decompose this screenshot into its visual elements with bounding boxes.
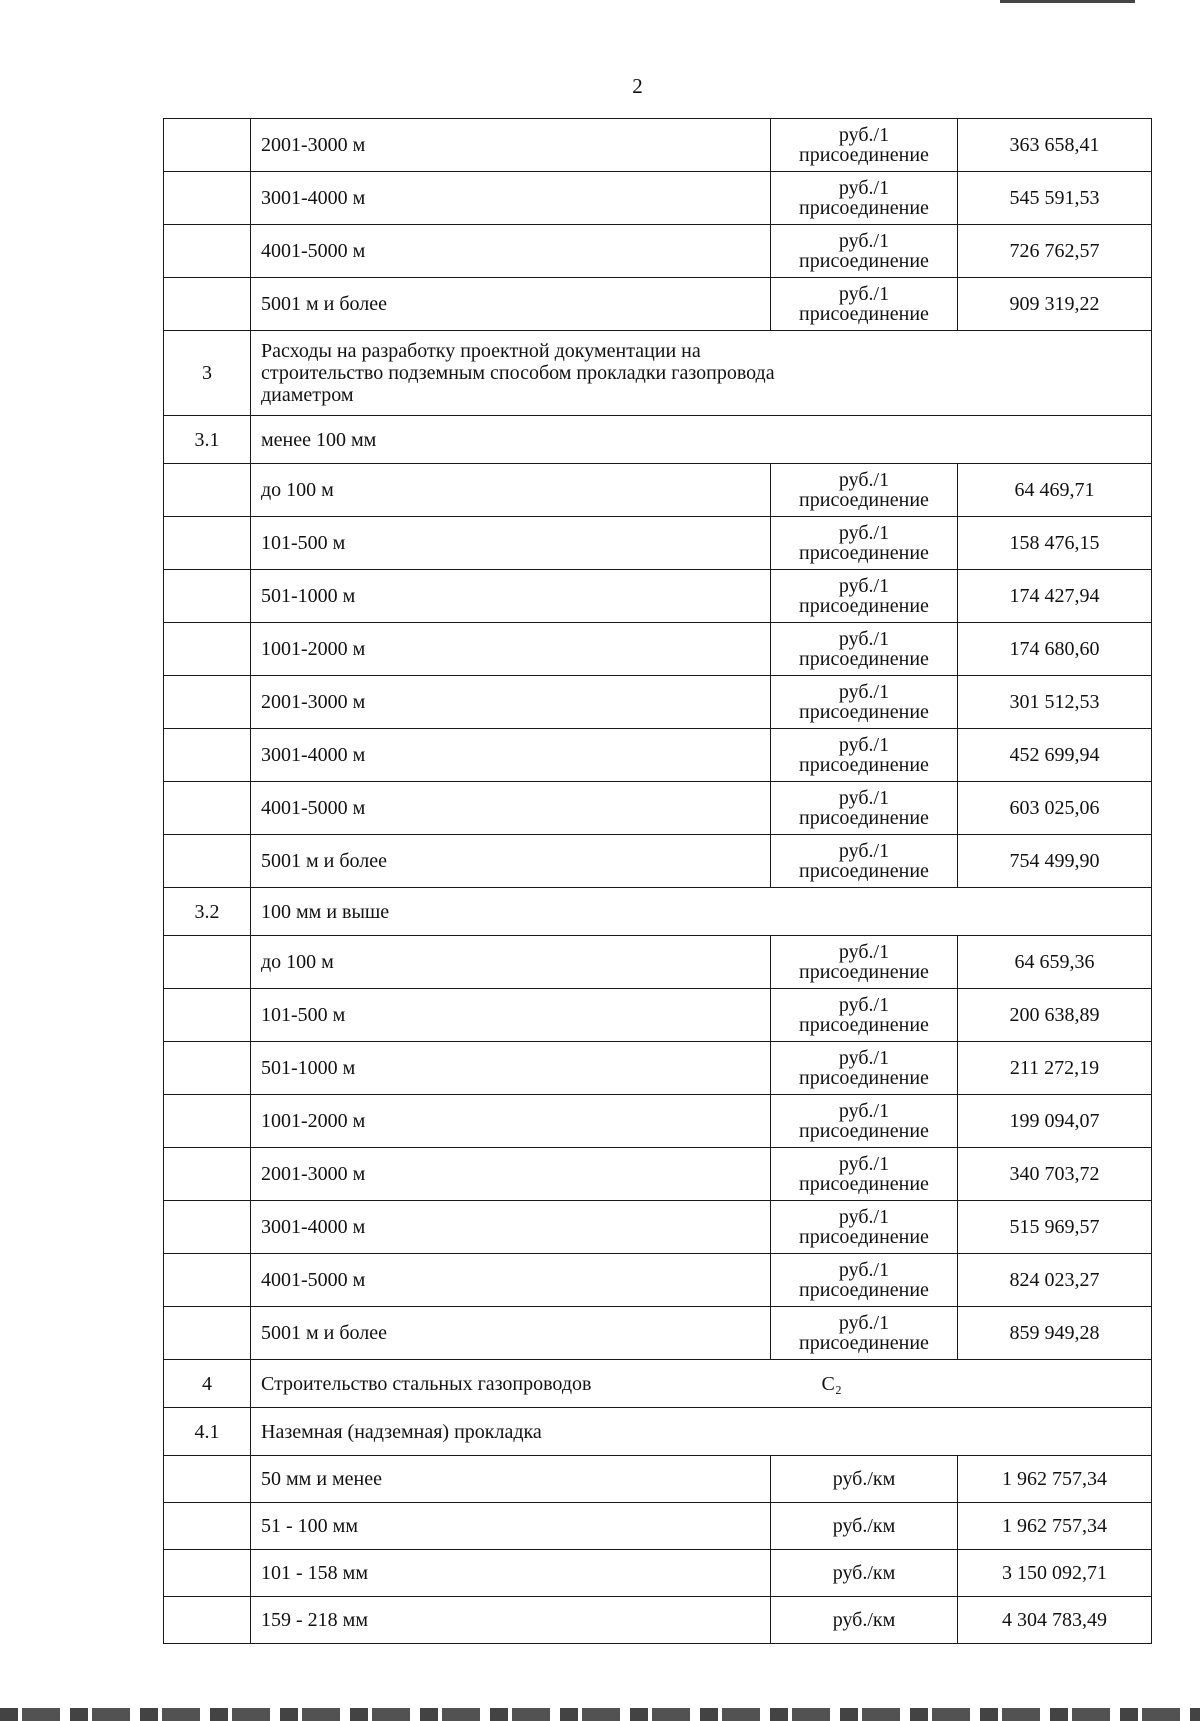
category-note: C₂	[821, 1372, 842, 1395]
table-row	[164, 989, 1152, 1042]
row-number-empty	[164, 1456, 251, 1503]
unit-line-2: присоединение	[799, 144, 929, 166]
unit-line-2: присоединение	[799, 1014, 929, 1036]
unit-line-2: присоединение	[799, 860, 929, 882]
row-unit	[771, 1550, 958, 1597]
row-label: 3001-4000 м	[251, 172, 771, 225]
row-value: 545 591,53	[958, 172, 1152, 225]
row-number-empty	[164, 1254, 251, 1307]
row-number-empty	[164, 1095, 251, 1148]
row-label: 3001-4000 м	[251, 1201, 771, 1254]
row-unit	[771, 119, 958, 172]
table-row	[164, 936, 1152, 989]
row-unit	[771, 172, 958, 225]
category-title: 100 мм и выше	[261, 900, 390, 923]
scan-mark	[1000, 0, 1135, 3]
row-label: до 100 м	[251, 936, 771, 989]
unit-line-2: присоединение	[799, 1332, 929, 1354]
row-unit	[771, 1503, 958, 1550]
row-number-empty	[164, 1307, 251, 1360]
row-unit	[771, 835, 958, 888]
row-label: 5001 м и более	[251, 1307, 771, 1360]
row-number-empty	[164, 835, 251, 888]
row-unit	[771, 936, 958, 989]
tariff-table	[163, 118, 1152, 1644]
row-label: 101 - 158 мм	[251, 1550, 771, 1597]
category-title: Строительство стальных газопроводов	[261, 1372, 592, 1395]
section-title: Расходы на разработку проектной документации на строительство подземным способом прокладки газопровода диаметром	[261, 340, 775, 406]
unit-line-2: присоединение	[799, 754, 929, 776]
row-label: 159 - 218 мм	[251, 1597, 771, 1644]
row-value: 199 094,07	[958, 1095, 1152, 1148]
row-value: 4 304 783,49	[958, 1597, 1152, 1644]
table-row	[164, 1148, 1152, 1201]
row-unit	[771, 1254, 958, 1307]
row-number-empty	[164, 1042, 251, 1095]
unit-line-1: руб./1	[838, 994, 890, 1016]
table-row	[164, 464, 1152, 517]
table-row	[164, 225, 1152, 278]
unit-line-2: присоединение	[799, 807, 929, 829]
row-unit	[771, 1307, 958, 1360]
unit-line-1: руб./1	[838, 575, 890, 597]
row-number-empty	[164, 464, 251, 517]
table-row	[164, 729, 1152, 782]
row-unit	[771, 1456, 958, 1503]
table-row	[164, 517, 1152, 570]
unit-line-1: руб./км	[832, 1515, 896, 1537]
unit-line-1: руб./км	[832, 1562, 896, 1584]
unit-line-1: руб./1	[838, 1100, 890, 1122]
category-title: Наземная (надземная) прокладка	[261, 1420, 542, 1443]
row-value: 3 150 092,71	[958, 1550, 1152, 1597]
unit-line-1: руб./1	[838, 522, 890, 544]
table-row	[164, 1360, 1152, 1408]
row-value: 301 512,53	[958, 676, 1152, 729]
row-label: 2001-3000 м	[251, 119, 771, 172]
table-row	[164, 416, 1152, 464]
row-number-empty	[164, 1503, 251, 1550]
row-value: 64 659,36	[958, 936, 1152, 989]
row-value: 340 703,72	[958, 1148, 1152, 1201]
row-value: 603 025,06	[958, 782, 1152, 835]
unit-line-1: руб./км	[832, 1609, 896, 1631]
table-row	[164, 570, 1152, 623]
row-label: 501-1000 м	[251, 1042, 771, 1095]
row-label: 3001-4000 м	[251, 729, 771, 782]
row-value: 1 962 757,34	[958, 1503, 1152, 1550]
unit-line-1: руб./1	[838, 1047, 890, 1069]
row-value: 452 699,94	[958, 729, 1152, 782]
row-label: 5001 м и более	[251, 835, 771, 888]
category-title: менее 100 мм	[261, 428, 377, 451]
table-row	[164, 1201, 1152, 1254]
unit-line-2: присоединение	[799, 961, 929, 983]
row-number: 3.2	[164, 888, 251, 936]
row-unit	[771, 225, 958, 278]
unit-line-1: руб./1	[838, 681, 890, 703]
row-value: 158 476,15	[958, 517, 1152, 570]
table-row	[164, 1095, 1152, 1148]
table-row	[164, 172, 1152, 225]
row-number-empty	[164, 1201, 251, 1254]
row-unit	[771, 1597, 958, 1644]
unit-line-2: присоединение	[799, 648, 929, 670]
row-unit	[771, 782, 958, 835]
page-number: 2	[632, 74, 643, 98]
row-value: 174 427,94	[958, 570, 1152, 623]
row-number: 3.1	[164, 416, 251, 464]
unit-line-2: присоединение	[799, 701, 929, 723]
unit-line-2: присоединение	[799, 1226, 929, 1248]
row-number-empty	[164, 1550, 251, 1597]
row-unit	[771, 1201, 958, 1254]
unit-line-1: руб./1	[838, 469, 890, 491]
row-label: 4001-5000 м	[251, 782, 771, 835]
row-number-empty	[164, 517, 251, 570]
unit-line-1: руб./1	[838, 734, 890, 756]
table-row	[164, 1456, 1152, 1503]
row-label: 1001-2000 м	[251, 623, 771, 676]
table-row	[164, 1550, 1152, 1597]
unit-line-1: руб./1	[838, 177, 890, 199]
unit-line-1: руб./1	[838, 941, 890, 963]
tariff-table-body	[164, 119, 1152, 1644]
row-value: 909 319,22	[958, 278, 1152, 331]
row-number: 3	[164, 331, 251, 416]
row-value: 200 638,89	[958, 989, 1152, 1042]
row-value: 363 658,41	[958, 119, 1152, 172]
row-label: 101-500 м	[251, 517, 771, 570]
table-row	[164, 1597, 1152, 1644]
unit-line-2: присоединение	[799, 595, 929, 617]
row-number-empty	[164, 1148, 251, 1201]
table-row	[164, 1254, 1152, 1307]
row-number-empty	[164, 225, 251, 278]
unit-line-1: руб./1	[838, 787, 890, 809]
unit-line-1: руб./1	[838, 124, 890, 146]
table-row	[164, 1408, 1152, 1456]
row-number-empty	[164, 623, 251, 676]
row-number-empty	[164, 729, 251, 782]
row-label: 5001 м и более	[251, 278, 771, 331]
unit-line-2: присоединение	[799, 250, 929, 272]
row-number: 4	[164, 1360, 251, 1408]
row-unit	[771, 1095, 958, 1148]
unit-line-2: присоединение	[799, 1120, 929, 1142]
row-value: 726 762,57	[958, 225, 1152, 278]
row-value: 211 272,19	[958, 1042, 1152, 1095]
row-unit	[771, 517, 958, 570]
unit-line-1: руб./1	[838, 628, 890, 650]
unit-line-1: руб./1	[838, 1153, 890, 1175]
row-unit	[771, 278, 958, 331]
table-row	[164, 1042, 1152, 1095]
unit-line-2: присоединение	[799, 1279, 929, 1301]
row-label: 1001-2000 м	[251, 1095, 771, 1148]
row-number-empty	[164, 570, 251, 623]
table-row	[164, 676, 1152, 729]
row-label: 4001-5000 м	[251, 225, 771, 278]
unit-line-2: присоединение	[799, 542, 929, 564]
row-number-empty	[164, 119, 251, 172]
unit-line-2: присоединение	[799, 303, 929, 325]
row-label: до 100 м	[251, 464, 771, 517]
row-value: 174 680,60	[958, 623, 1152, 676]
row-value: 859 949,28	[958, 1307, 1152, 1360]
row-unit	[771, 1148, 958, 1201]
row-value: 1 962 757,34	[958, 1456, 1152, 1503]
table-row	[164, 782, 1152, 835]
row-value: 824 023,27	[958, 1254, 1152, 1307]
row-value: 64 469,71	[958, 464, 1152, 517]
row-unit	[771, 676, 958, 729]
row-value: 754 499,90	[958, 835, 1152, 888]
row-unit	[771, 729, 958, 782]
row-unit	[771, 1042, 958, 1095]
table-row	[164, 331, 1152, 416]
unit-line-1: руб./1	[838, 1259, 890, 1281]
unit-line-2: присоединение	[799, 1067, 929, 1089]
row-number-empty	[164, 172, 251, 225]
unit-line-2: присоединение	[799, 197, 929, 219]
scan-noise	[0, 1708, 1200, 1721]
row-number-empty	[164, 1597, 251, 1644]
unit-line-2: присоединение	[799, 489, 929, 511]
row-number-empty	[164, 676, 251, 729]
unit-line-1: руб./1	[838, 1312, 890, 1334]
unit-line-1: руб./1	[838, 230, 890, 252]
table-row	[164, 888, 1152, 936]
table-row	[164, 623, 1152, 676]
table-row	[164, 278, 1152, 331]
row-label: 50 мм и менее	[251, 1456, 771, 1503]
row-number-empty	[164, 936, 251, 989]
row-unit	[771, 623, 958, 676]
unit-line-1: руб./1	[838, 283, 890, 305]
row-number-empty	[164, 989, 251, 1042]
row-label: 2001-3000 м	[251, 1148, 771, 1201]
table-row	[164, 119, 1152, 172]
row-number-empty	[164, 782, 251, 835]
unit-line-1: руб./1	[838, 840, 890, 862]
unit-line-2: присоединение	[799, 1173, 929, 1195]
row-label: 501-1000 м	[251, 570, 771, 623]
row-unit	[771, 464, 958, 517]
row-value: 515 969,57	[958, 1201, 1152, 1254]
unit-line-1: руб./км	[832, 1468, 896, 1490]
row-unit	[771, 989, 958, 1042]
table-row	[164, 1503, 1152, 1550]
row-label: 101-500 м	[251, 989, 771, 1042]
row-unit	[771, 570, 958, 623]
table-row	[164, 1307, 1152, 1360]
row-number: 4.1	[164, 1408, 251, 1456]
row-number-empty	[164, 278, 251, 331]
row-label: 4001-5000 м	[251, 1254, 771, 1307]
row-label: 51 - 100 мм	[251, 1503, 771, 1550]
row-label: 2001-3000 м	[251, 676, 771, 729]
unit-line-1: руб./1	[838, 1206, 890, 1228]
table-row	[164, 835, 1152, 888]
